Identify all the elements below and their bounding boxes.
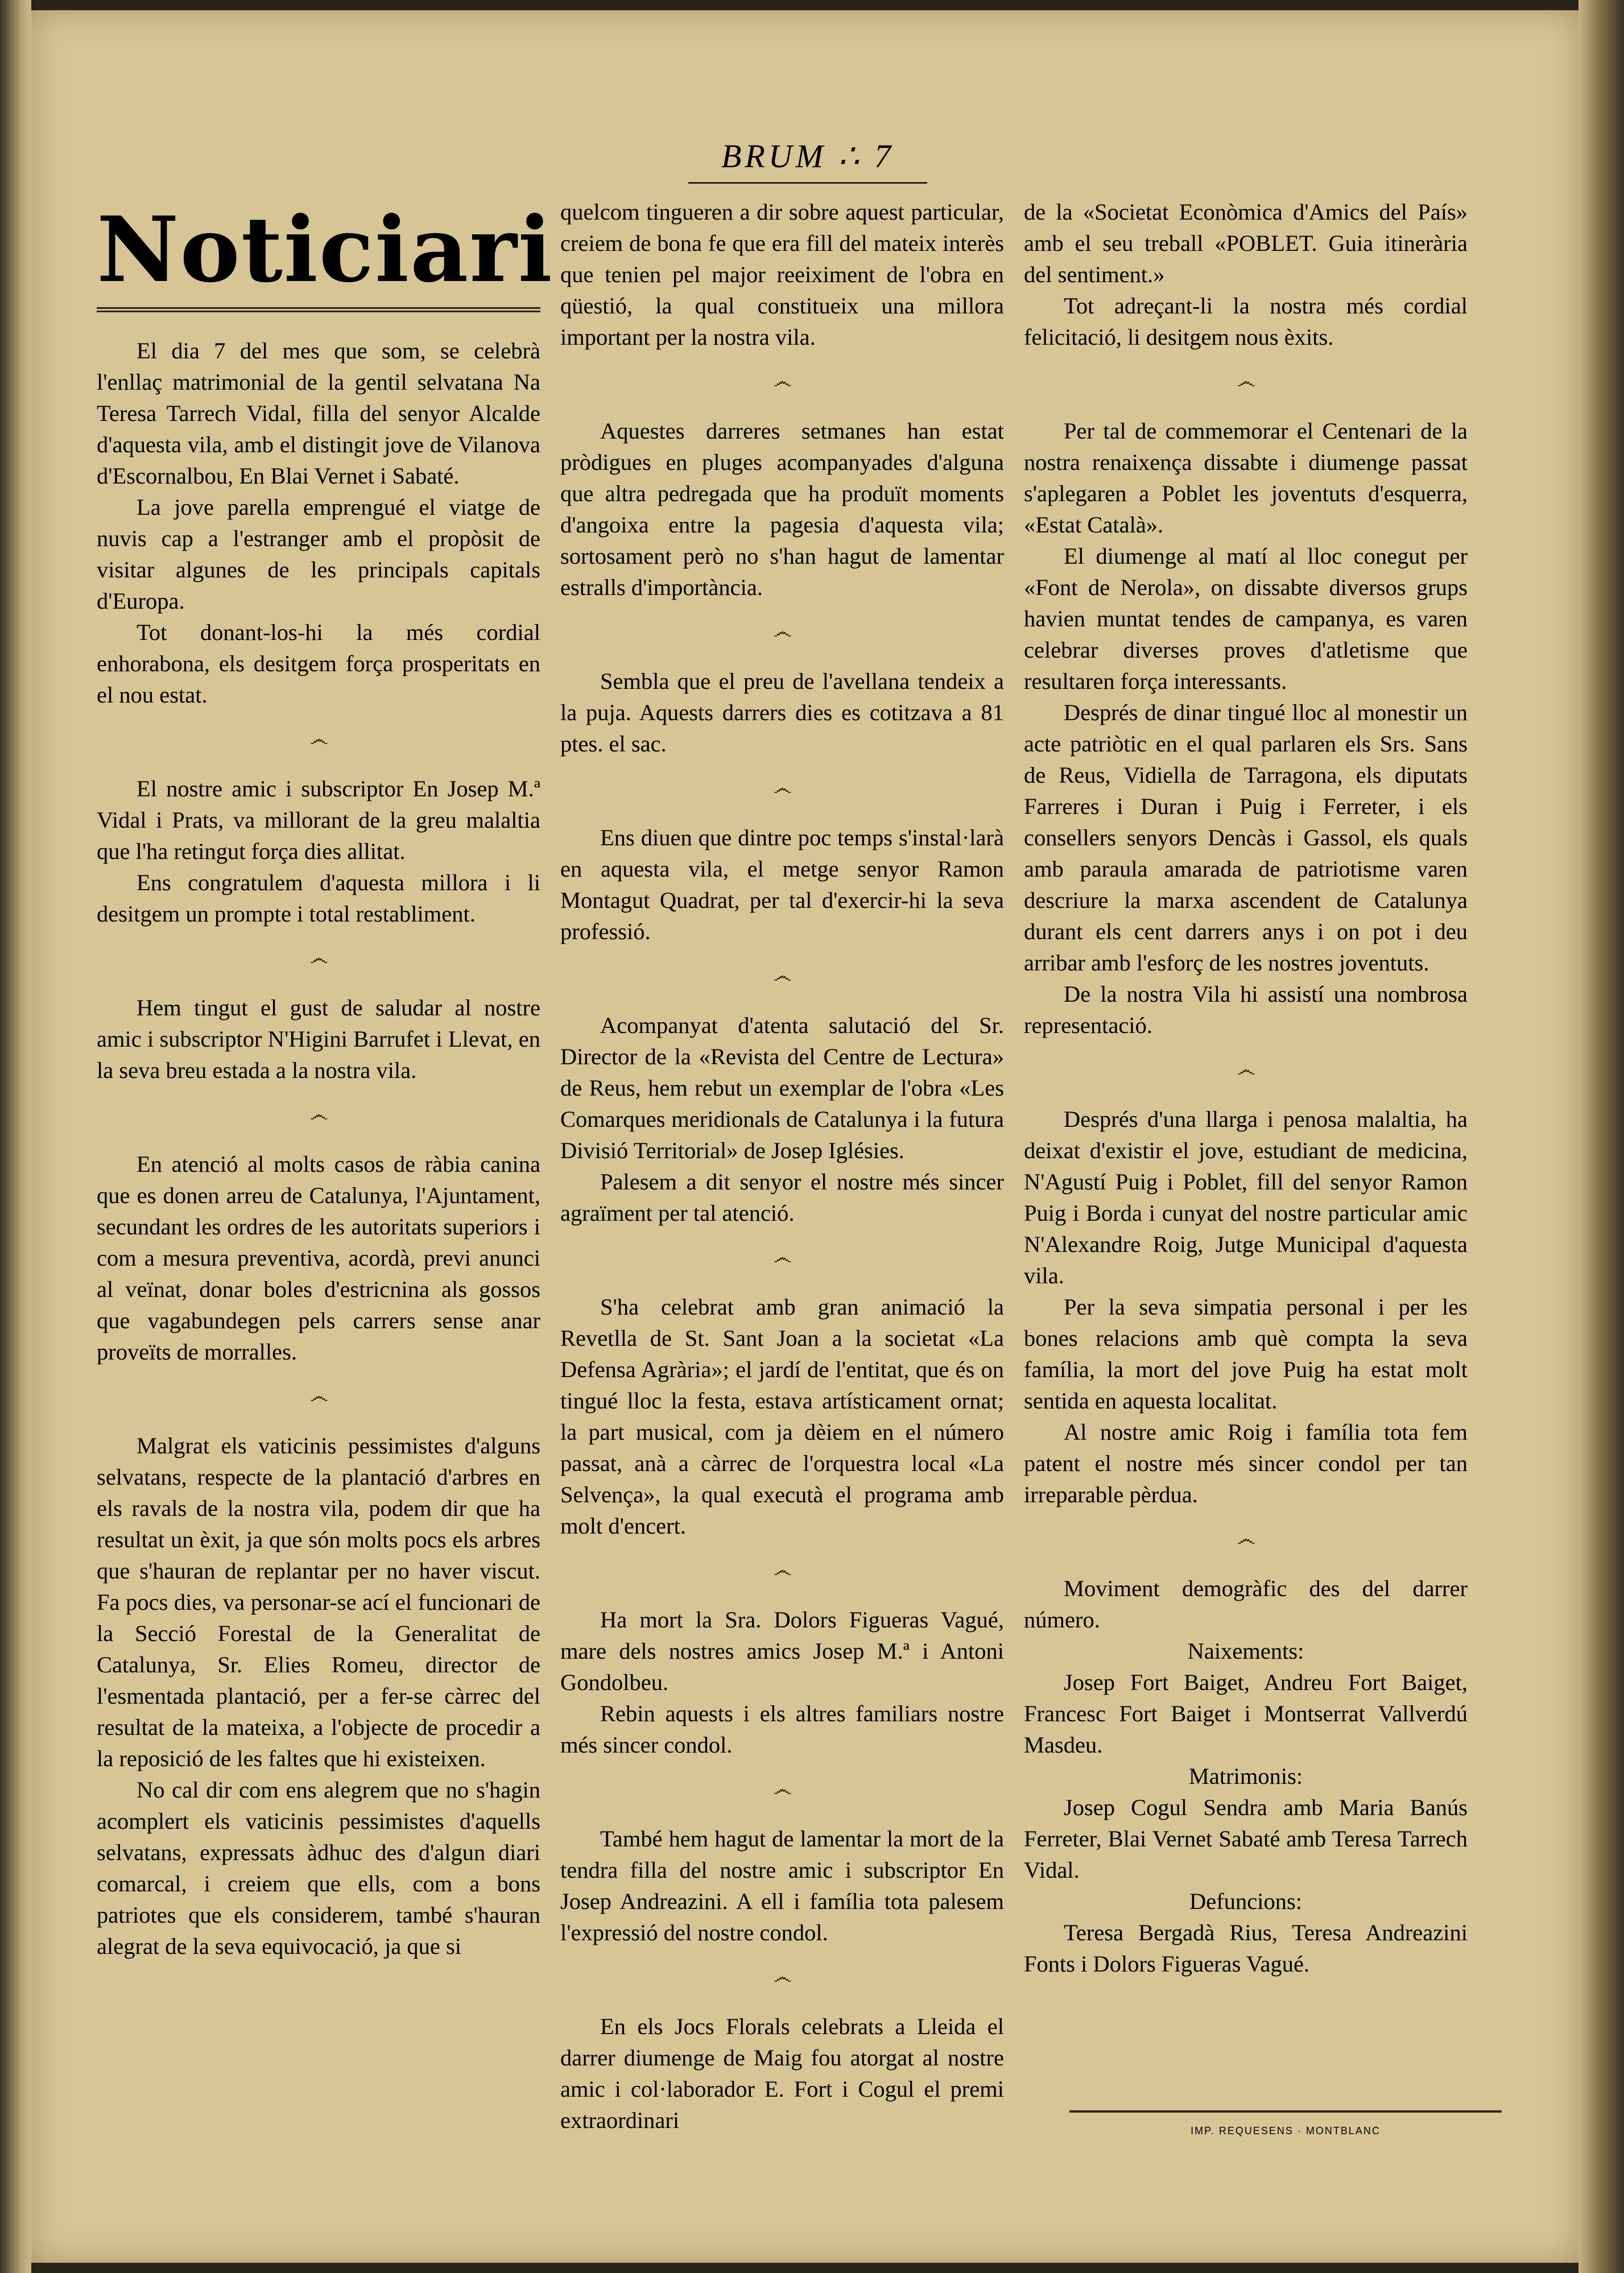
book-spine [0,0,31,2273]
news-paragraph: Per la seva simpatia personal i per les bones relacions amb què compta la seva família, la mort del jove Puig ha estat molt sentida en aquesta localitat. [1024,1294,1468,1414]
news-paragraph: de la «Societat Econòmica d'Amics del País» amb el seu treball «POBLET. Guia itinerària del sentiment.» [1024,199,1468,287]
news-paragraph: En els Jocs Florals celebrats a Lleida el darrer diumenge de Maig fou atorgat al nostre amic i col·laborador E. Fort i Cogul el premi extraordinari [560,2014,1004,2133]
ornament-divider: ෴ [773,1247,791,1268]
demographics-heading: Defuncions: [1189,1888,1302,1914]
section-title: Noticiari [97,205,540,312]
news-paragraph: Rebin aquests i els altres familiars nostre més sincer condol. [560,1701,1004,1758]
column-1 [97,196,553,2187]
news-paragraph: També hem hagut de lamentar la mort de la tendra filla del nostre amic i subscriptor En Josep Andreazini. A ell i família tota palesem l'expressió del nostre condol. [560,1826,1004,1945]
ornament-divider: ෴ [309,1105,328,1126]
news-paragraph: El nostre amic i subscriptor En Josep M.ª Vidal i Prats, va millorant de la greu malaltia que l'ha retingut força dies allitat. [97,776,540,864]
news-paragraph: Aquestes darreres setmanes han estat pròdigues en pluges acompanyades d'alguna que altra pedregada que ha produït moments d'angoixa entre la pagesia d'aquesta vila; sortosament però no s'han hagut de lamentar estralls d'importància. [560,418,1004,600]
news-paragraph: Ens diuen que dintre poc temps s'instal·larà en aquesta vila, el metge senyor Ramon Montagut Quadrat, per tal d'exercir-hi la seva professió. [560,825,1004,944]
news-paragraph: La jove parella emprengué el viatge de nuvis cap a l'estranger amb el propòsit de visitar algunes de les principals capitals d'Europa. [97,494,540,614]
ornament-divider: ෴ [309,729,328,750]
news-paragraph: Al nostre amic Roig i família tota fem patent el nostre més sincer condol per tan irreparable pèrdua. [1024,1419,1468,1507]
news-paragraph: Tot adreçant-li la nostra més cordial felicitació, li desitgem nous èxits. [1024,293,1468,350]
demographics-list: Teresa Bergadà Rius, Teresa Andreazini Fonts i Dolors Figueras Vagué. [1024,1920,1468,1977]
news-paragraph: S'ha celebrat amb gran animació la Revetlla de St. Sant Joan a la societat «La Defensa Agrària»; el jardí de l'entitat, que és on tingué lloc la festa, estava artísticament ornat; la part musical, com ja dèiem en el número passat, anà a càrrec de l'orquestra local «La Selvença», la qual executà el programa amb molt d'encert. [560,1294,1004,1539]
news-paragraph: Ha mort la Sra. Dolors Figueras Vagué, mare dels nostres amics Josep M.ª i Antoni Gondolbeu. [560,1607,1004,1695]
demographics-list: Josep Fort Baiget, Andreu Fort Baiget, Francesc Fort Baiget i Montserrat Vallverdú Masdeu. [1024,1669,1468,1758]
news-paragraph: No cal dir com ens alegrem que no s'hagin acomplert els vaticinis pessimistes d'aquells selvatans, expressats àdhuc des d'algun diari comarcal, i creiem que ells, com a bons patriotes que els considerem, també s'hauran alegrat de la seva equivocació, ja que si [97,1777,540,1959]
ornament-divider: ෴ [1237,1060,1255,1081]
news-paragraph: Després d'una llarga i penosa malaltia, ha deixat d'existir el jove, estudiant de medicina, N'Agustí Puig i Poblet, fill del senyor Ramon Puig i Borda i cunyat del nostre particular amic N'Alexandre Roig, Jutge Municipal d'aquesta vila. [1024,1106,1468,1288]
ornament-divider: ෴ [773,1967,791,1988]
news-paragraph: Per tal de commemorar el Centenari de la nostra renaixença dissabte i diumenge passat s'aplegaren a Poblet les joventuts d'esquerra, «Estat Català». [1024,418,1468,538]
ornament-divider: ෴ [773,1779,791,1800]
news-paragraph: De la nostra Vila hi assistí una nombrosa representació. [1024,981,1468,1038]
news-paragraph: En atenció al molts casos de ràbia canina que es donen arreu de Catalunya, l'Ajuntament, secundant les ordres de les autoritats superiors i com a mesura preventiva, acordà, previ anunci al veïnat, donar boles d'estricnina als gossos que vagabundegen pels carrers sense anar proveïts de morralles. [97,1151,540,1365]
ornament-divider: ෴ [773,778,791,799]
demographics-list: Josep Cogul Sendra amb Maria Banús Ferreter, Blai Vernet Sabaté amb Teresa Tarrech Vidal. [1024,1795,1468,1883]
ornament-divider: ෴ [1237,371,1255,392]
ornament-divider: ෴ [773,966,791,987]
news-paragraph: Hem tingut el gust de saludar al nostre amic i subscriptor N'Higini Barrufet i Llevat, en la seva breu estada a la nostra vila. [97,995,540,1083]
demographics-heading: Matrimonis: [1188,1763,1303,1789]
news-paragraph: Sembla que el preu de l'avellana tendeix a la puja. Aquests darrers dies es cotitzava a 81 ptes. el sac. [560,668,1004,757]
ornament-divider: ෴ [773,622,791,643]
demographics-heading: Naixements: [1187,1638,1304,1664]
ornament-divider: ෴ [309,948,328,969]
news-paragraph: Acompanyat d'atenta salutació del Sr. Director de la «Revista del Centre de Lectura» de Reus, hem rebut un exemplar de l'obra «Les Comarques meridionals de Catalunya i la futura Divisió Territorial» de Josep Iglésies. [560,1012,1004,1163]
printer-imprint: IMP. REQUESENS · MONTBLANC [1069,2110,1502,2137]
news-paragraph: Tot donant-los-hi la més cordial enhorabona, els desitgem força prosperitats en el nou estat. [97,619,540,708]
running-head: BRUM ∴ 7 [688,137,927,184]
ornament-divider: ෴ [773,371,791,392]
column-3 [1024,196,1468,2187]
page-edge [1578,0,1624,2273]
ornament-divider: ෴ [773,1560,791,1581]
news-paragraph: Malgrat els vaticinis pessimistes d'alguns selvatans, respecte de la plantació d'arbres en els ravals de la nostra vila, podem dir que ha resultat un èxit, ja que són molts pocs els arbres que s'hauran de replantar per no haver viscut. Fa pocs dies, va personar-se ací el funcionari de la Secció Forestal de la Generalitat de Catalunya, Sr. Elies Romeu, director de l'esmentada plantació, per a fer-se càrrec del resultat de la mateixa, a l'objecte de procedir a la reposició de les faltes que hi existeixen. [97,1433,540,1771]
news-paragraph: Ens congratulem d'aquesta millora i li desitgem un prompte i total restabliment. [97,870,540,927]
ornament-divider: ෴ [309,1386,328,1407]
news-paragraph: quelcom tingueren a dir sobre aquest particular, creiem de bona fe que era fill del mateix interès que tenien pel major reeiximent de l'obra en qüestió, la qual constitueix una millora important per la nostra vila. [560,199,1004,350]
column-2 [560,196,1004,2187]
news-paragraph: Després de dinar tingué lloc al monestir un acte patriòtic en el qual parlaren els Srs. Sans de Reus, Vidiella de Tarragona, els diputats Farreres i Duran i Puig i Ferreter, i els consellers senyors Dencàs i Gassol, els quals amb paraula amarada de patriotisme varen descriure la marxa ascendent de Catalunya durant els cent darrers anys i on pot i deu arribar amb l'esforç de les nostres joventuts. [1024,700,1468,976]
news-paragraph: Palesem a dit senyor el nostre més sincer agraïment per tal atenció. [560,1169,1004,1226]
ornament-divider: ෴ [1237,1529,1255,1550]
news-paragraph: El dia 7 del mes que som, se celebrà l'enllaç matrimonial de la gentil selvatana Na Teresa Tarrech Vidal, filla del senyor Alcalde d'aquesta vila, amb el distingit jove de Vilanova d'Escornalbou, En Blai Vernet i Sabaté. [97,338,540,489]
news-paragraph: Moviment demogràfic des del darrer número. [1024,1576,1468,1633]
news-paragraph: El diumenge al matí al lloc conegut per «Font de Nerola», on dissabte diversos grups havien muntat tendes de campanya, es varen celebrar diverses proves d'atletisme que resultaren força interessants. [1024,543,1468,694]
